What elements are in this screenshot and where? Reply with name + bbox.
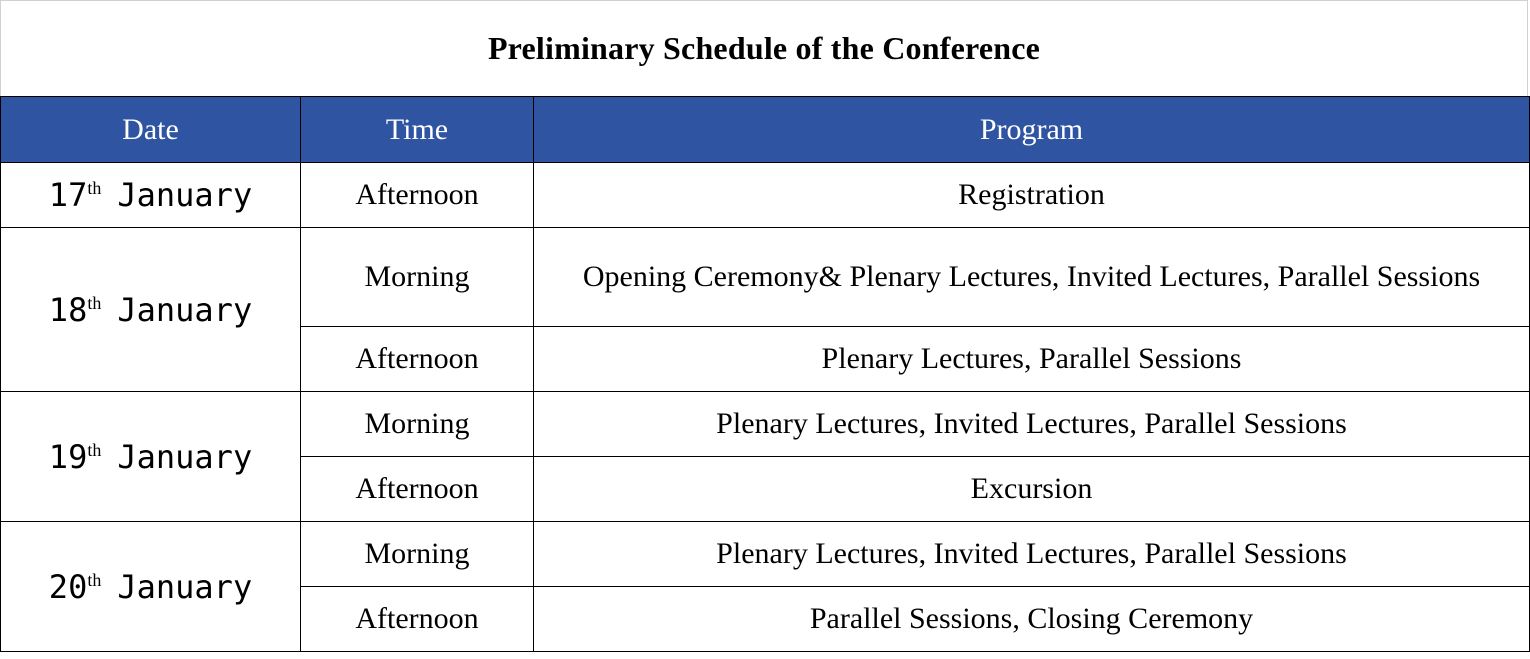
program-column-header: Program [534,97,1530,163]
date-day-number: 17 [48,176,88,214]
table-row [1,163,1530,228]
date-cell [1,392,301,522]
date-month: January [117,176,253,214]
time-cell: Morning [301,228,534,327]
table-row [1,228,1530,327]
date-column-header: Date [1,97,301,163]
program-cell: Plenary Lectures, Invited Lectures, Parallel Sessions [534,522,1530,587]
program-cell: Plenary Lectures, Invited Lectures, Parallel Sessions [534,392,1530,457]
date-ordinal-suffix: th [87,569,102,590]
time-cell: Morning [301,392,534,457]
date-day-number: 19 [48,437,88,476]
date-cell [1,163,301,228]
date-cell [1,228,301,392]
table-row [1,392,1530,457]
date-day-number: 18 [48,290,88,329]
program-cell: Opening Ceremony& Plenary Lectures, Invited Lectures, Parallel Sessions [534,228,1530,327]
time-cell: Afternoon [301,327,534,392]
time-column-header: Time [301,97,534,163]
time-cell: Morning [301,522,534,587]
date-ordinal-suffix: th [87,439,102,460]
date-ordinal-suffix: th [87,178,102,198]
table-row [1,522,1530,587]
program-cell: Parallel Sessions, Closing Ceremony [534,587,1530,652]
program-cell: Excursion [534,457,1530,522]
time-cell: Afternoon [301,587,534,652]
table-header-row [1,97,1530,163]
program-cell: Plenary Lectures, Parallel Sessions [534,327,1530,392]
time-cell: Afternoon [301,457,534,522]
date-cell [1,522,301,652]
date-month: January [117,290,253,329]
page-title: Preliminary Schedule of the Conference [487,30,1041,66]
date-ordinal-suffix: th [87,292,102,313]
date-month: January [117,437,253,476]
program-cell: Registration [534,163,1530,228]
date-month: January [117,567,253,606]
time-cell: Afternoon [301,163,534,228]
title-area [0,0,1528,96]
date-day-number: 20 [48,567,88,606]
schedule-table [0,96,1530,652]
